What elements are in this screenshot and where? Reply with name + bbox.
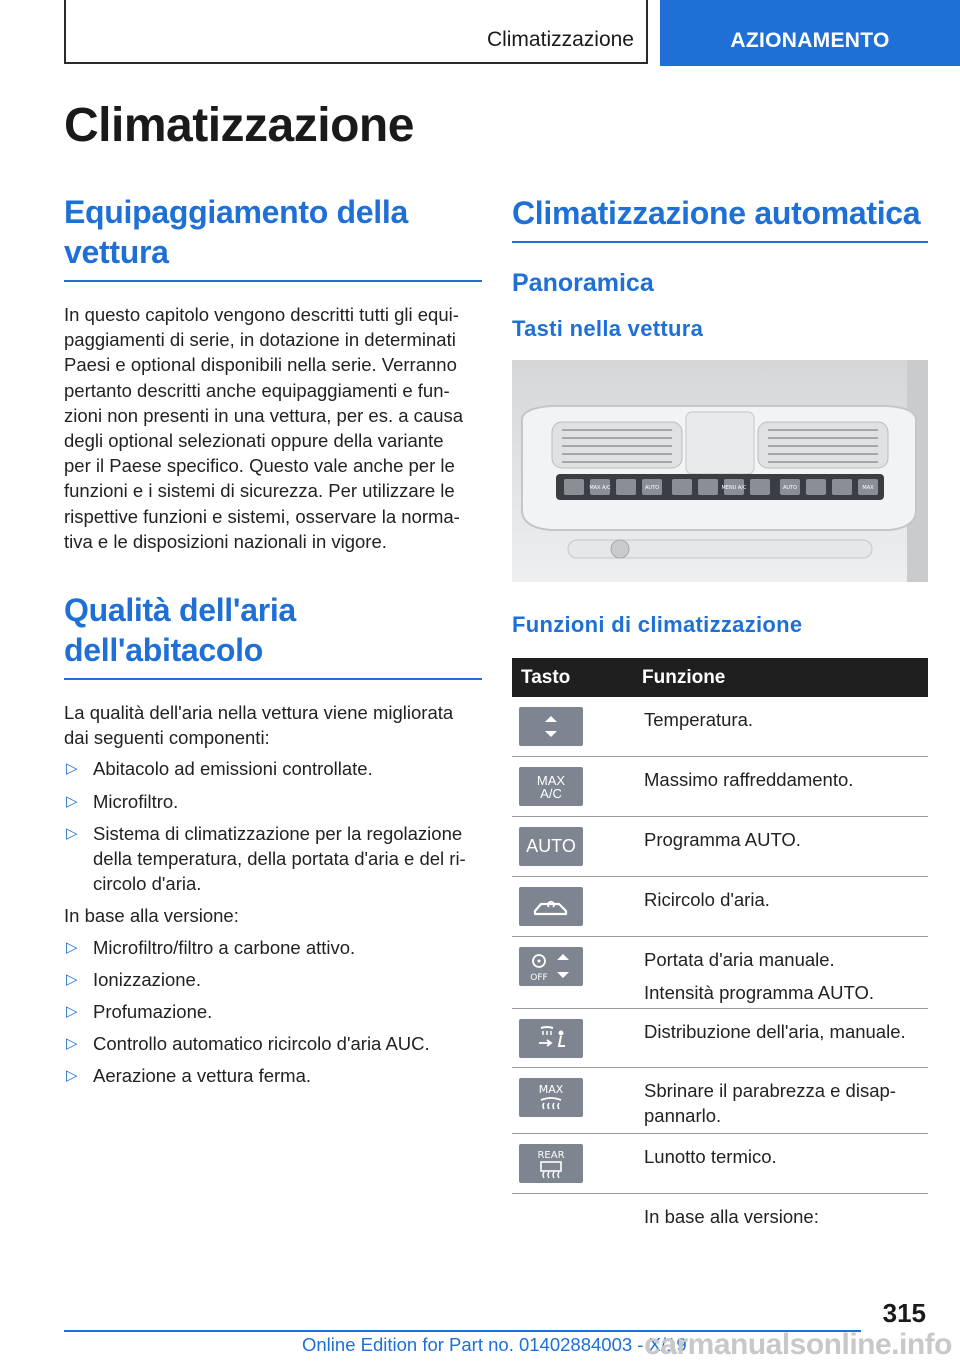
key-text: AUTO xyxy=(526,836,576,856)
header-chapter-label: AZIONAMENTO xyxy=(730,29,890,52)
table-row xyxy=(512,1009,928,1068)
heading-auto-climate: Climatizzazione automatica xyxy=(512,195,921,231)
page-number: 315 xyxy=(882,1298,926,1328)
key-cell xyxy=(512,697,642,756)
bullet-icon: ▷ xyxy=(66,970,78,988)
list-item-text: Aerazione a vettura ferma. xyxy=(93,1065,311,1087)
watermark-logo: carmanualsonline.info xyxy=(644,1328,952,1361)
heading-rule xyxy=(512,241,928,243)
col-header-key: Tasto xyxy=(521,666,571,688)
function-text: Programma AUTO. xyxy=(644,829,801,850)
list-item-text: Profumazione. xyxy=(93,1001,213,1023)
table-row xyxy=(512,757,928,817)
list-item-text: circolo d'aria. xyxy=(93,873,202,895)
table-row xyxy=(512,697,928,757)
key-cell xyxy=(512,937,642,1008)
max-defrost-icon xyxy=(519,1078,583,1117)
temperature-arrows-icon xyxy=(519,707,583,746)
rear-defrost-icon xyxy=(519,1144,583,1183)
text-line: In questo capitolo vengono descritti tutti gli equi- xyxy=(64,304,459,325)
text-line: dai seguenti componenti: xyxy=(64,727,270,749)
list-item-text: Controllo automatico ricircolo d'aria AUC. xyxy=(93,1033,430,1055)
text-line: tiva e le disposizioni nazionali in vigore. xyxy=(64,530,387,552)
table-row xyxy=(512,1134,928,1194)
panel-label: AUTO xyxy=(644,485,660,491)
table-row xyxy=(512,937,928,1009)
function-text: Distribuzione dell'aria, manuale. xyxy=(644,1021,906,1042)
bullet-icon: ▷ xyxy=(66,1067,78,1085)
air-distribution-icon xyxy=(519,1019,583,1058)
heading-rule xyxy=(64,280,482,282)
heading-air-quality: Qualità dell'aria dell'abitacolo xyxy=(64,592,296,669)
list-item-text: Microfiltro. xyxy=(93,790,179,812)
text-line: degli optional selezionati oppure della variante xyxy=(64,430,444,452)
key-cell xyxy=(512,1009,642,1067)
edition-text: Online Edition for Part no. 01402884003 - X/19 xyxy=(302,1334,687,1355)
bullet-icon: ▷ xyxy=(66,938,78,956)
function-text xyxy=(642,937,928,1008)
function-text: In base alla versione: xyxy=(644,1206,819,1227)
bullet-icon: ▷ xyxy=(66,1003,78,1021)
col-header-function: Funzione xyxy=(642,666,726,688)
header-chapter-tab[interactable] xyxy=(660,0,960,66)
function-line: pannarlo. xyxy=(644,1105,722,1126)
function-text: Ricircolo d'aria. xyxy=(644,889,770,910)
text-line: pertanto descritti anche equipaggiamenti e fun- xyxy=(64,379,450,401)
climate-panel-photo xyxy=(512,360,928,582)
function-line: Sbrinare il parabrezza e disap- xyxy=(644,1080,896,1101)
list-item xyxy=(64,789,482,814)
fan-speed-icon xyxy=(519,947,583,986)
key-cell xyxy=(512,1134,642,1193)
list-item xyxy=(64,821,482,897)
header-section-title: Climatizzazione xyxy=(486,28,634,51)
table-row xyxy=(512,1194,928,1234)
function-line: Intensità programma AUTO. xyxy=(644,982,874,1003)
list-item-text: Abitacolo ad emissioni controllate. xyxy=(93,758,373,780)
list-item-text: Sistema di climatizzazione per la regolazione xyxy=(93,822,463,844)
bullet-icon: ▷ xyxy=(66,792,78,810)
list-item xyxy=(64,935,482,960)
function-line: Portata d'aria manuale. xyxy=(644,949,835,970)
table-row xyxy=(512,1068,928,1134)
air-intro-paragraph xyxy=(64,700,482,750)
list-item xyxy=(64,967,482,992)
table-row xyxy=(512,877,928,937)
key-text: MAX xyxy=(538,1083,564,1096)
key-text: MAX xyxy=(536,772,566,788)
function-text xyxy=(642,1068,928,1133)
key-cell xyxy=(512,1068,642,1133)
text-line: rispettive funzioni e sistemi, osservare la norma- xyxy=(64,505,460,527)
text-line: funzioni e i sistemi di sicurezza. Per utilizzare le xyxy=(64,480,455,502)
functions-table xyxy=(512,658,928,1234)
list-item xyxy=(64,999,482,1024)
version-label: In base alla versione: xyxy=(64,905,239,927)
recirculation-car-icon xyxy=(519,887,583,926)
table-header xyxy=(512,658,928,697)
auto-icon xyxy=(519,827,583,866)
text-line: paggiamenti di serie, in dotazione in determinati xyxy=(64,329,456,351)
list-item-text: Microfiltro/filtro a carbone attivo. xyxy=(93,936,356,958)
function-text: Massimo raffreddamento. xyxy=(644,769,854,790)
panel-label: MAX xyxy=(862,485,874,491)
bullet-icon: ▷ xyxy=(66,824,78,842)
table-row xyxy=(512,817,928,877)
dashboard-illustration xyxy=(512,360,928,582)
key-cell xyxy=(512,817,642,876)
text-line: per il Paese specifico. Questo vale anche per le xyxy=(64,455,455,477)
bullet-icon: ▷ xyxy=(66,1035,78,1053)
panel-label: MENU A/C xyxy=(721,485,747,491)
heading-buttons: Tasti nella vettura xyxy=(512,316,704,341)
version-list xyxy=(64,935,482,1089)
function-text: Temperatura. xyxy=(644,709,753,730)
equipment-paragraph xyxy=(64,302,482,554)
list-item xyxy=(64,1031,482,1056)
key-text: REAR xyxy=(537,1150,565,1161)
list-item-text: della temperatura, della portata d'aria e del ri- xyxy=(93,848,466,870)
heading-rule xyxy=(64,678,482,680)
key-text: A/C xyxy=(540,785,562,801)
header-section-box xyxy=(64,0,648,64)
components-list xyxy=(64,756,482,896)
text-line: Paesi e optional disponibili nella serie. Verranno xyxy=(64,354,457,376)
max-ac-icon xyxy=(519,767,583,806)
list-item xyxy=(64,1063,482,1088)
function-text: Lunotto termico. xyxy=(644,1146,777,1167)
page-title: Climatizzazione xyxy=(64,99,414,152)
key-cell xyxy=(512,877,642,936)
key-text: OFF xyxy=(530,973,548,983)
left-column xyxy=(64,192,482,1096)
panel-label: AUTO xyxy=(782,485,798,491)
text-line: La qualità dell'aria nella vettura viene migliorata xyxy=(64,702,454,724)
list-item-text: Ionizzazione. xyxy=(93,968,201,990)
list-item xyxy=(64,756,482,781)
panel-label: MAX A/C xyxy=(589,485,611,491)
bullet-icon: ▷ xyxy=(66,760,78,778)
text-line: zioni non presenti in una vettura, per es. a causa xyxy=(64,404,464,426)
key-cell xyxy=(512,1194,642,1234)
heading-equipment: Equipaggiamento della vettura xyxy=(64,194,408,270)
right-column xyxy=(512,192,928,1234)
heading-functions: Funzioni di climatizzazione xyxy=(512,612,803,637)
key-cell xyxy=(512,757,642,816)
heading-overview: Panoramica xyxy=(512,269,654,297)
